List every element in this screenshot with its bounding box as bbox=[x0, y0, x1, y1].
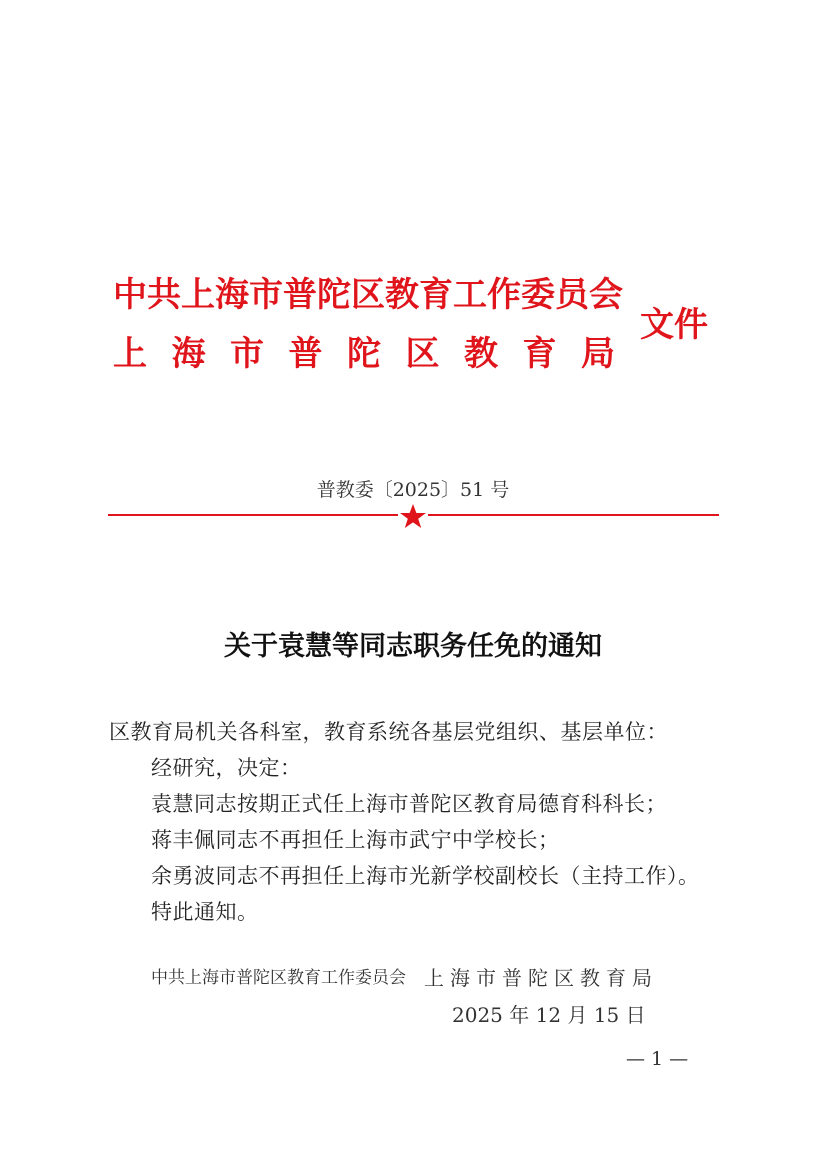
page-number: — 1 — bbox=[626, 1048, 689, 1070]
body-paragraph: 经研究，决定： bbox=[151, 756, 302, 780]
addressee: 区教育局机关各科室，教育系统各基层党组织、基层单位： bbox=[109, 720, 668, 744]
body-paragraph: 特此通知。 bbox=[151, 900, 259, 924]
signature-date: 2025 年 12 月 15 日 bbox=[452, 1003, 646, 1027]
body-paragraph: 蒋丰佩同志不再担任上海市武宁中学校长； bbox=[151, 828, 560, 852]
document-title: 关于袁慧等同志职务任免的通知 bbox=[224, 631, 602, 662]
red-divider-right bbox=[428, 514, 719, 516]
document-number: 普教委〔2025〕51 号 bbox=[316, 479, 510, 501]
issuer-org-line-1: 中共上海市普陀区教育工作委员会 bbox=[113, 275, 623, 315]
body-paragraph: 袁慧同志按期正式任上海市普陀区教育局德育科科长； bbox=[151, 792, 667, 816]
body-paragraph: 余勇波同志不再担任上海市光新学校副校长（主持工作）。 bbox=[151, 864, 700, 888]
signature-org-1: 中共上海市普陀区教育工作委员会 bbox=[151, 968, 406, 988]
red-divider-left bbox=[108, 514, 398, 516]
star-icon bbox=[398, 503, 428, 529]
signature-org-2: 上海市普陀区教育局 bbox=[424, 966, 658, 990]
issuer-org-line-2: 上海市普陀区教育局 bbox=[113, 334, 640, 374]
document-label: 文件 bbox=[640, 305, 708, 345]
